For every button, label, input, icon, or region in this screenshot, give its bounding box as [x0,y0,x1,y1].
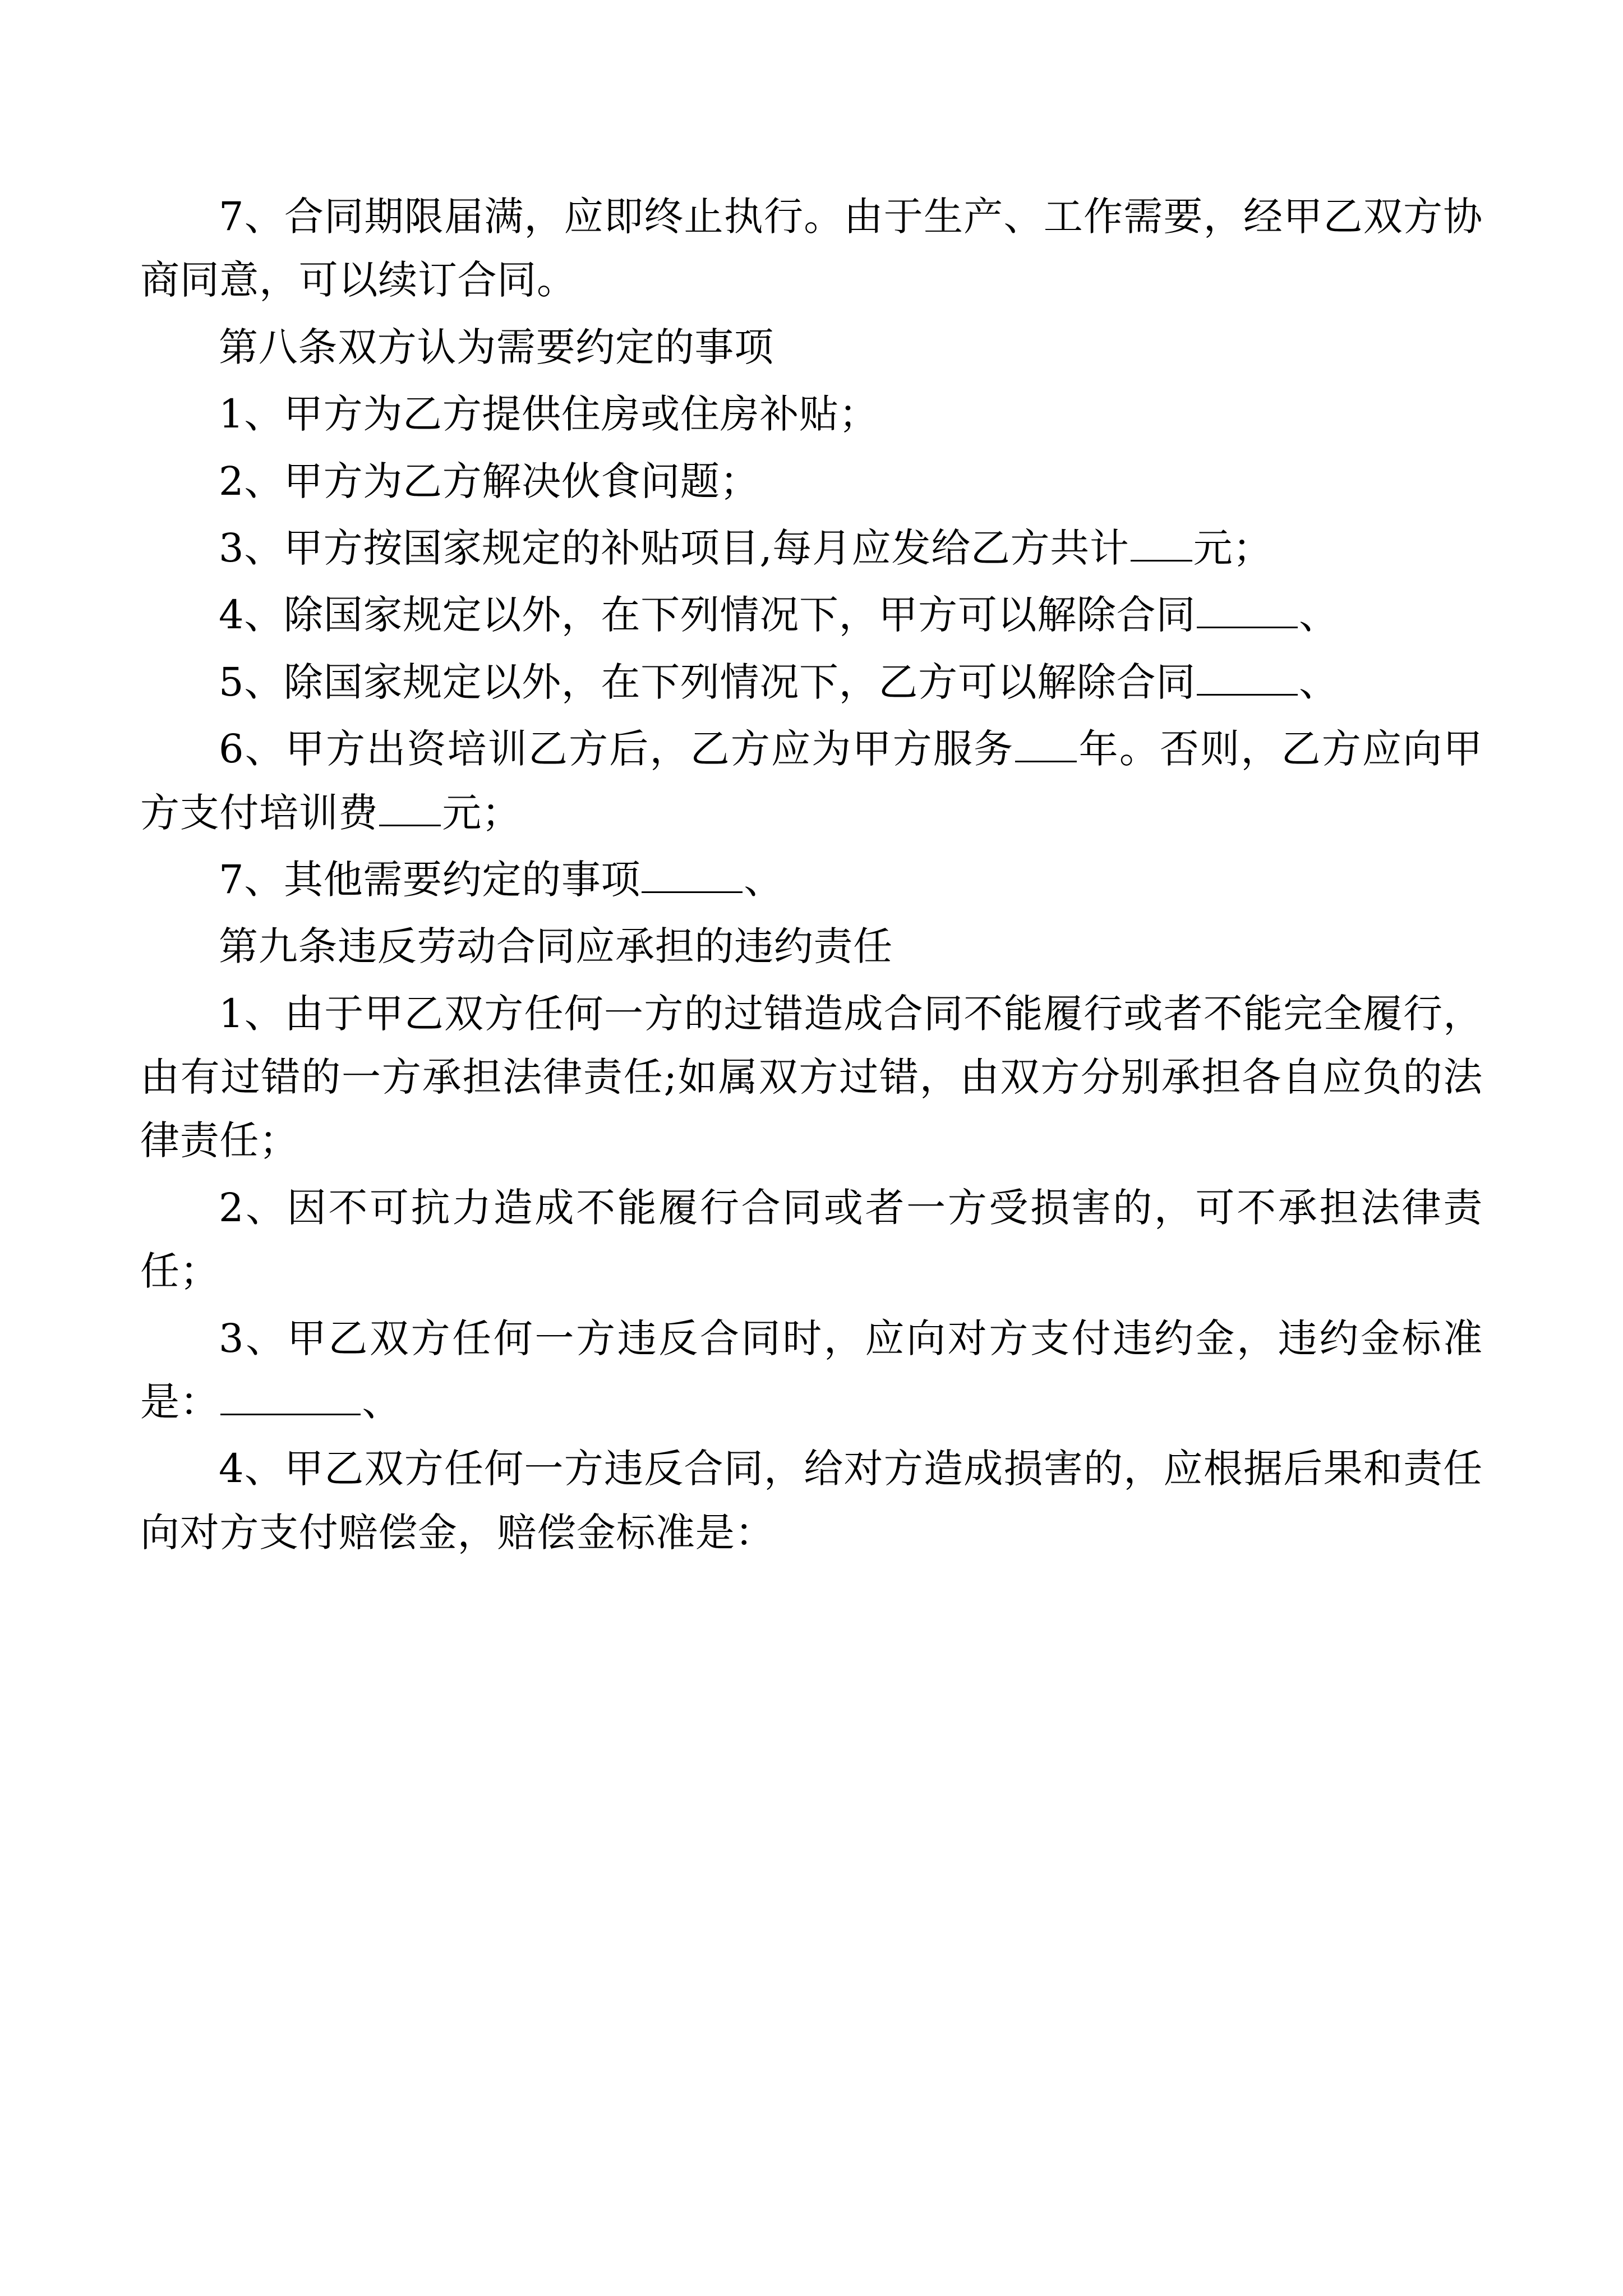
article-9-heading: 第九条违反劳动合同应承担的违约责任 [219,923,893,970]
article-8-heading: 第八条双方认为需要约定的事项 [219,324,774,370]
article-9-item-1: 1、由于甲乙双方任何一方的过错造成合同不能履行或者不能完全履行，由有过错的一方承担法律责任;如属双方过错，由双方分别承担各自应负的法律责任； [140,990,1483,1164]
article-8-item-2: 2、甲方为乙方解决伙食问题； [219,458,760,504]
clause-7-contract-term-expiry: 7、合同期限届满，应即终止执行。由于生产、工作需要，经甲乙双方协商同意，可以续订合同。 [140,194,1483,303]
article-8-item-7: 7、其他需要约定的事项 、 [219,856,783,903]
fill-in-blank[interactable] [1131,560,1192,562]
fill-in-blank[interactable] [642,891,743,893]
article-9-item-3: 3、甲乙双方任何一方违反合同时，应向对方支付违约金，违约金标准是： 、 [140,1315,1483,1425]
article-9-item-2: 2、因不可抗力造成不能履行合同或者一方受损害的，可不承担法律责任； [140,1184,1483,1295]
article-8-item-3: 3、甲方按国家规定的补贴项目,每月应发给乙方共计 元； [219,524,1272,571]
article-8-item-4: 4、除国家规定以外，在下列情况下，甲方可以解除合同 、 [219,592,1339,638]
fill-in-blank[interactable] [1197,694,1298,696]
article-9-item-4: 4、甲乙双方任何一方违反合同，给对方造成损害的，应根据后果和责任向对方支付赔偿金，赔偿金标准是： [140,1446,1483,1556]
fill-in-blank[interactable] [220,1414,361,1415]
article-8-item-5: 5、除国家规定以外，在下列情况下，乙方可以解除合同 、 [219,659,1339,705]
article-8-item-6: 6、甲方出资培训乙方后，乙方应为甲方服务 年。否则，乙方应向甲方支付培训费 元； [140,726,1483,836]
fill-in-blank[interactable] [1197,627,1298,628]
fill-in-blank[interactable] [379,825,441,826]
fill-in-blank[interactable] [1015,761,1077,762]
article-8-item-1: 1、甲方为乙方提供住房或住房补贴； [219,391,879,438]
document-text-body [140,185,1483,1565]
